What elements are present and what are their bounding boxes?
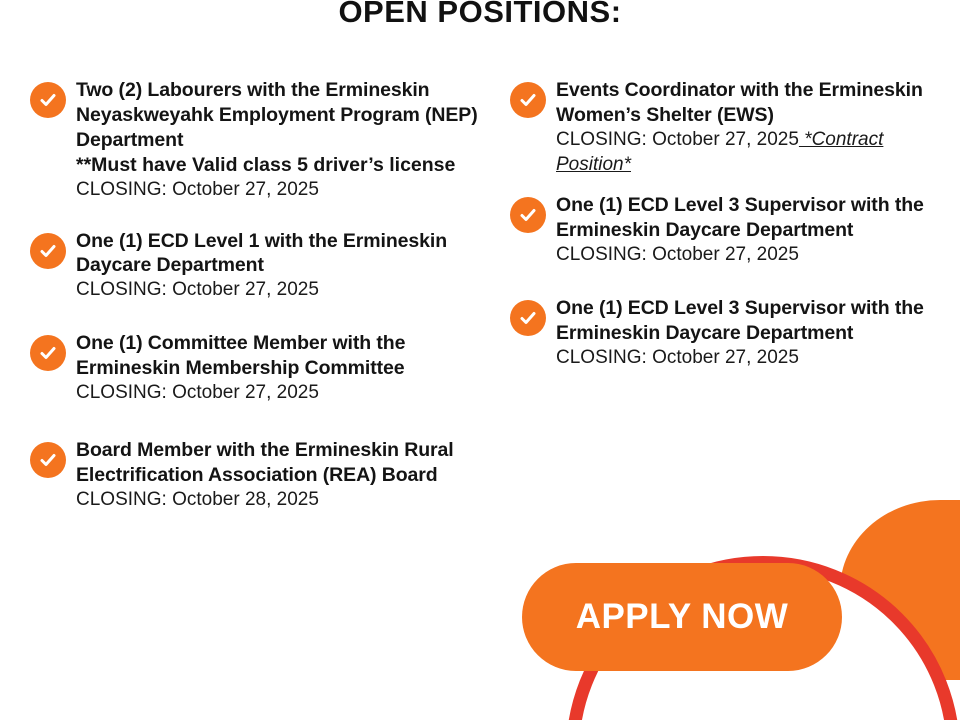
list-item <box>502 193 960 268</box>
position-title: One (1) ECD Level 3 Supervisor with the Ermineskin Daycare Department <box>556 296 924 344</box>
list-item <box>14 331 502 406</box>
position-title: One (1) ECD Level 1 with the Ermineskin Daycare Department <box>76 229 448 277</box>
positions-column-left <box>14 78 502 534</box>
closing-date: CLOSING: October 27, 2025 <box>556 128 799 150</box>
contract-note: *Contract Position* <box>556 128 884 175</box>
position-note: **Must have Valid class 5 driver’s license <box>76 153 456 176</box>
position-closing: CLOSING: October 27, 2025 <box>76 178 319 200</box>
position-closing: CLOSING: October 27, 2025 <box>76 279 319 301</box>
check-icon <box>30 233 66 269</box>
position-closing <box>556 128 960 177</box>
position-title: One (1) Committee Member with the Ermineskin Membership Committee <box>76 332 406 380</box>
position-title: Events Coordinator with the Ermineskin Women’s Shelter (EWS) <box>556 79 923 126</box>
position-title: Two (2) Labourers with the Ermineskin Neyaskweyahk Employment Program (NEP) Department <box>76 79 478 151</box>
check-icon <box>510 197 546 233</box>
list-item <box>14 78 502 203</box>
check-icon <box>30 335 66 371</box>
check-icon <box>30 442 66 478</box>
list-item <box>14 438 502 513</box>
list-item <box>14 229 502 304</box>
position-closing: CLOSING: October 27, 2025 <box>556 244 799 266</box>
position-title: One (1) ECD Level 3 Supervisor with the Ermineskin Daycare Department <box>556 194 924 242</box>
apply-now-button[interactable]: APPLY NOW <box>522 563 842 671</box>
position-closing: CLOSING: October 27, 2025 <box>76 382 319 403</box>
check-icon <box>510 300 546 336</box>
position-closing: CLOSING: October 27, 2025 <box>556 346 799 368</box>
check-icon <box>30 82 66 118</box>
list-item <box>502 296 960 371</box>
positions-column-right <box>502 78 960 392</box>
position-title: Board Member with the Ermineskin Rural Electrification Association (REA) Board <box>76 438 454 486</box>
position-closing: CLOSING: October 28, 2025 <box>76 488 319 510</box>
check-icon <box>510 82 546 118</box>
list-item <box>502 78 960 177</box>
page-title: OPEN POSITIONS: <box>338 0 622 29</box>
